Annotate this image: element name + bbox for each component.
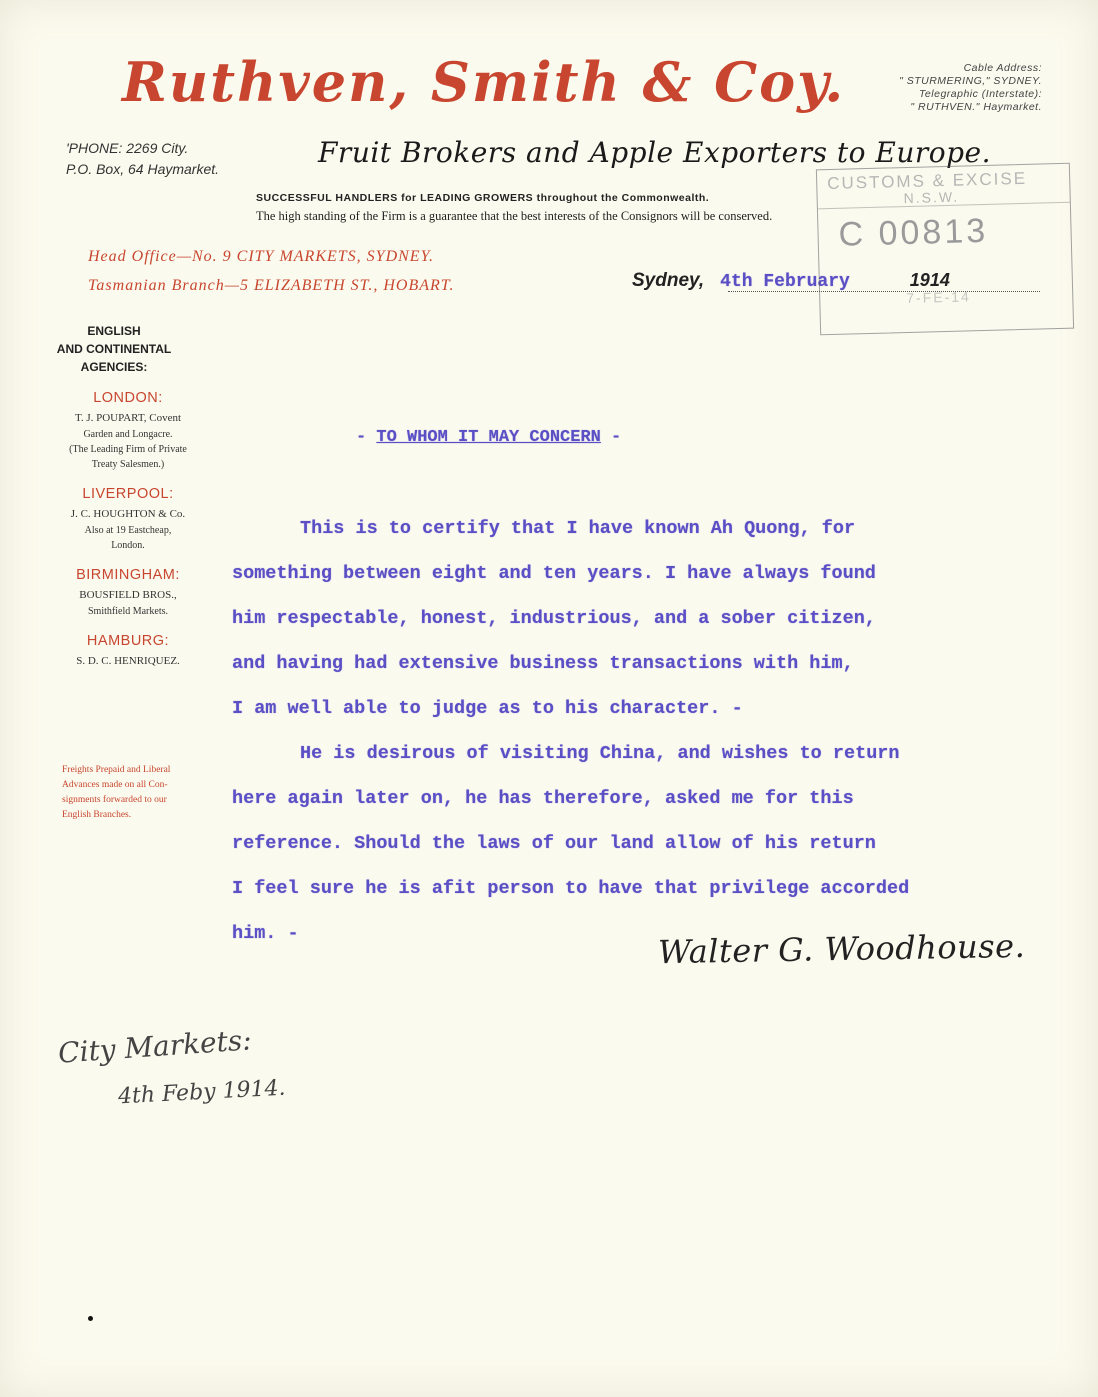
agent-liverpool: J. C. HOUGHTON & Co. Also at 19 Eastcheap, London. xyxy=(70,508,186,551)
freights-note: Freights Prepaid and Liberal Advances made on all Con- signments forwarded to our English Branches. xyxy=(62,765,171,820)
firm-name: Ruthven, Smith & Coy. xyxy=(122,50,846,114)
body-line-8: reference. Should the laws of our land allow of his return xyxy=(232,833,876,854)
city-hamburg: HAMBURG: xyxy=(86,633,170,649)
signature: Walter G. Woodhouse. xyxy=(657,926,1026,972)
handwritten-note-line-1: City Markets: xyxy=(57,1023,253,1070)
agent-london: T. J. POUPART, Covent Garden and Longacre. (The Leading Firm of Private Treaty Salesmen.) xyxy=(69,412,187,470)
date-place: Sydney, xyxy=(632,270,705,291)
city-london: LONDON: xyxy=(93,390,163,406)
agencies-heading: ENGLISH AND CONTINENTAL AGENCIES: xyxy=(56,324,172,374)
firm-tagline: Fruit Brokers and Apple Exporters to Europe. xyxy=(318,136,991,169)
customs-stamp xyxy=(816,163,1074,336)
letter-heading: - TO WHOM IT MAY CONCERN - xyxy=(356,428,622,447)
body-line-5: I am well able to judge as to his character. - xyxy=(232,698,743,719)
body-line-2: something between eight and ten years. I have always found xyxy=(232,563,876,584)
office-addresses xyxy=(88,242,455,300)
body-line-6: He is desirous of visiting China, and wishes to return xyxy=(300,743,900,764)
city-birmingham: BIRMINGHAM: xyxy=(76,567,180,583)
standing-line: The high standing of the Firm is a guarantee that the best interests of the Consignors will be conserved. xyxy=(256,209,773,223)
city-liverpool: LIVERPOOL: xyxy=(82,486,174,502)
body-line-10: him. - xyxy=(232,923,299,944)
head-office: Head Office—No. 9 CITY MARKETS, SYDNEY. xyxy=(88,248,434,265)
agencies-sidebar xyxy=(30,322,226,670)
ink-dot xyxy=(88,1316,93,1321)
handwritten-note-line-2: 4th Feby 1914. xyxy=(117,1075,287,1110)
stamp-nsw-text: N.S.W. xyxy=(903,188,960,207)
date-year: 1914 xyxy=(909,270,950,290)
body-line-4: and having had extensive business transactions with him, xyxy=(232,653,854,674)
body-line-1: This is to certify that I have known Ah Quong, for xyxy=(300,518,856,539)
phone-and-box: 'PHONE: 2269 City. P.O. Box, 64 Haymarket. xyxy=(66,140,220,177)
handlers-line: SUCCESSFUL HANDLERS for LEADING GROWERS throughout the Commonwealth. xyxy=(256,192,710,204)
stamp-number: C 00813 xyxy=(838,211,989,254)
body-line-9: I feel sure he is afit person to have that privilege accorded xyxy=(232,878,910,899)
tasmanian-branch: Tasmanian Branch—5 ELIZABETH ST., HOBART. xyxy=(88,277,455,294)
agent-hamburg: S. D. C. HENRIQUEZ. xyxy=(76,655,180,667)
stamp-customs-text: CUSTOMS & EXCISE xyxy=(826,168,1028,194)
body-line-7: here again later on, he has therefore, asked me for this xyxy=(232,788,854,809)
agent-birmingham: BOUSFIELD BROS., Smithfield Markets. xyxy=(79,589,177,617)
body-line-3: him respectable, honest, industrious, and a sober citizen, xyxy=(232,608,876,629)
stamp-date: 7-FE-14 xyxy=(906,288,972,307)
cable-address: Cable Address: " STURMERING," SYDNEY. Telegraphic (Interstate): " RUTHVEN." Haymarket. xyxy=(899,62,1042,113)
typed-date: 4th February xyxy=(720,272,850,292)
